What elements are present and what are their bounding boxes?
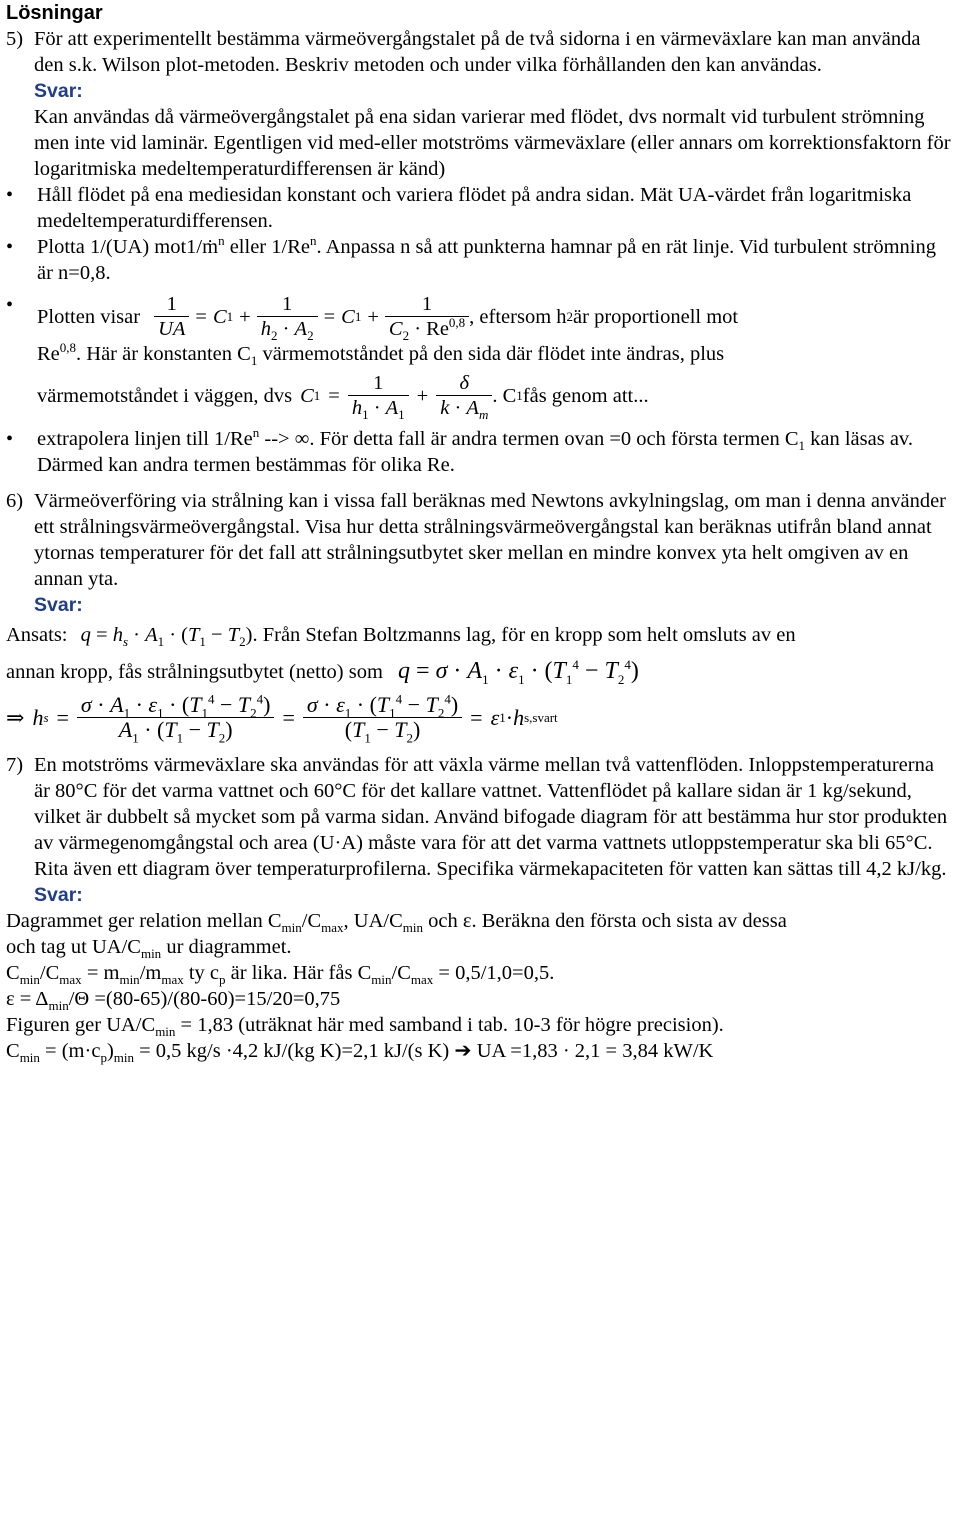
- bullet-item: [0, 292, 952, 423]
- answer-text: och tag ut UA/C: [6, 936, 141, 958]
- equation-fraction: $\frac{1}{UA}$: [154, 292, 189, 341]
- answer-text: = 0,5 kg/s ·4,2 kJ/(kg K)=2,1 kJ/(s K): [134, 1040, 450, 1062]
- bullet-item: [0, 234, 952, 286]
- bullet-text: värmemotståndet i väggen, dvs: [37, 384, 293, 407]
- bullet-text: är proportionell mot: [573, 305, 739, 328]
- answer-text: UA =1,83 · 2,1 = 3,84 kW/K: [471, 1040, 714, 1062]
- arrow-right-icon: ➔: [454, 1040, 472, 1062]
- answer-text: ty c: [188, 962, 220, 984]
- equation-line: • Plotten visar $\frac{1}{UA}$ = C 1 + $\frac{1}{h_2 \cdot A_2}$ = C 1 + $\frac{1}{C_2 \cdot Re^{0,8}}$ , eftersom h 2 är proportionell mot: [37, 293, 739, 344]
- answer-text-line: Dagrammet ger relation mellan $C_{min}/C_{max}$, $UA/C_{min}$ och ε. Beräkna den första och sista av dessa: [6, 910, 787, 936]
- answer-text-line: $C_{min} = (m\cdot c_p)_{min} = 0,5$ kg/s ·4,2 kJ/(kg K)=2,1 kJ/(s K) ➔ UA =1,83 · 2,1 = 3,84 kW/K: [6, 1040, 714, 1066]
- equation-line: värmemotståndet i väggen, dvs C 1 = $\frac{1}{h_1 \cdot A_1}$ + $\frac{\delta}{k \cdot A_m}$ . C 1 fås genom att...: [37, 372, 649, 423]
- equation-fraction: $\frac{\sigma \cdot \varepsilon_1 \cdot (T_1^4 - T_2^4)}{(T_1 - T_2)}$: [303, 693, 462, 742]
- answer-text-line: och tag ut $UA/C_{min}$ ur diagrammet.: [6, 936, 292, 962]
- bullet-text: Plotta 1/(UA) mot1/ṁ: [37, 236, 219, 258]
- answer-text-line: annan kropp, fås strålningsutbytet (netto) som $q = \sigma \cdot A_1 \cdot \varepsilon_1 \cdot (T_1^4 - T_2^4)$: [6, 657, 639, 687]
- bullet-text: Håll flödet på ena mediesidan konstant och variera flödet på andra sidan. Mät UA-värdet från logaritmiska medeltemperaturdifferensen.: [37, 184, 912, 232]
- question-number: 7): [6, 754, 24, 776]
- bullet-text: . Här är konstanten C: [76, 343, 251, 365]
- answer-label: Svar:: [34, 884, 83, 906]
- question-text: Värmeöverföring via strålning kan i vissa fall beräknas med Newtons avkylningslag, om man i denna använder ett strålningsvärmeövergångstal. Visa hur detta strålningsvärmeövergångstal kan beräknas utifrån bland annat ytornas temperaturer för det fall att strålningsutbytet sker mellan en mindre konvex yta helt omgiven av en annan yta.: [34, 490, 946, 590]
- bullet-item: [0, 182, 952, 234]
- bullet-text: värmemotståndet på den sida där flödet inte ändras, plus: [257, 343, 725, 365]
- question-text: För att experimentellt bestämma värmeövergångstalet på de två sidorna i en värmeväxlare kan man använda den s.k. Wilson plot-metoden. Beskriv metoden och under vilka förhållanden den kan användas.: [34, 28, 921, 76]
- question-6: [6, 488, 952, 618]
- answer-text-line: Figuren ger $UA/C_{min} = 1,83$ (uträknat här med samband i tab. 10-3 för högre precision).: [6, 1014, 724, 1040]
- answer-text-line: $\varepsilon = \Delta_{min}/\Theta =(80-65)/(80-60)=15/20=0,75$: [6, 988, 341, 1014]
- answer-text-line: $C_{min}/C_{max} = m_{min}/m_{max}$ ty $c_p$ är lika. Här fås $C_{min}/C_{max} = 0,5/1,0=0,5$.: [6, 962, 555, 988]
- question-text: En motströms värmeväxlare ska användas för att växla värme mellan två vattenflöden. Inloppstemperaturerna är 80°C för det varma vattnet och 60°C för det kallare vattnet. Vattenflödet på kallare sidan är 1 kg/sekund, vilket är dubbelt så mycket som på varma sidan. Använd bifogade diagram för att bestämma hur stor produkten av värmegenomgångstal och area (U·A) måste vara för att det varma vattnets utloppstemperatur ska bli 65°C. Rita även ett diagram över temperaturprofilerna. Specifika värmekapaciteten för vatten kan sättas till 4,2 kJ/kg.: [34, 754, 948, 880]
- document-page: [6, 0, 952, 1064]
- answer-text: . Från Stefan Boltzmanns lag, för en kropp som helt omsluts av en: [252, 624, 796, 646]
- answer-text: är lika. Här fås C: [225, 962, 372, 984]
- equation-fraction: $\frac{1}{h_2 \cdot A_2}$: [257, 292, 318, 341]
- answer-label: Svar:: [34, 594, 83, 616]
- question-5: [6, 26, 952, 182]
- bullet-continuation: Re$^{0,8}$. Här är konstanten $C_1$ värmemotståndet på den sida där flödet inte ändras, plus: [37, 340, 725, 369]
- equation-fraction: $\frac{\delta}{k \cdot A_m}$: [436, 371, 492, 420]
- ansats-label: Ansats:: [6, 624, 68, 646]
- bullet-text: , eftersom h: [469, 305, 567, 328]
- equation-fraction: $\frac{\sigma \cdot A_1 \cdot \varepsilon_1 \cdot (T_1^4 - T_2^4)}{A_1 \cdot (T_1 - T_2)}$: [77, 693, 275, 742]
- bullet-text: kan läsas av. Därmed kan andra termen bestämmas för olika Re.: [37, 428, 913, 476]
- answer-text: = 1,83 (uträknat här med samband i tab. 10-3 för högre precision).: [175, 1014, 724, 1036]
- answer-text: =(80-65)/(80-60)=15/20=0,75: [94, 988, 341, 1010]
- answer-text: ur diagrammet.: [161, 936, 292, 958]
- answer-bullets: [0, 182, 952, 478]
- equation-fraction: $\frac{1}{C_2 \cdot Re^{0,8}}$: [385, 292, 469, 341]
- ansats-line: Ansats: $q = h_s \cdot A_1 \cdot (T_1 - T_2)$. Från Stefan Boltzmanns lag, för en kropp som helt omsluts av en: [6, 624, 796, 650]
- bullet-text: . C: [492, 384, 517, 407]
- answer-label: Svar:: [34, 80, 83, 102]
- equation-fraction: $\frac{1}{h_1 \cdot A_1}$: [348, 371, 409, 420]
- answer-paragraph: Kan användas då värmeövergångstalet på ena sidan varierar med flödet, dvs normalt vid turbulent strömning men inte vid laminär. Egentligen vid med-eller motströms värmeväxlare (eller annars om korrektionsfaktorn för logaritmiska medeltemperaturdifferensen är känd): [34, 106, 951, 180]
- bullet-item: • extrapolera linjen till 1/Re$^n$ --> ∞. För detta fall är andra termen ovan =0 och första termen $C_1$ kan läsas av. Därmed kan andra termen bestämmas för olika Re.: [0, 426, 952, 478]
- question-number: 6): [6, 490, 24, 512]
- question-7: [6, 752, 952, 908]
- exponent: n: [218, 233, 225, 249]
- bullet-text: . För detta fall är andra termen ovan =0 och första termen C: [309, 428, 799, 450]
- answer-text: = 0,5/1,0=0,5.: [433, 962, 555, 984]
- bullet-text: fås genom att...: [522, 384, 649, 407]
- answer-text: Figuren ger UA/C: [6, 1014, 156, 1036]
- page-heading: Lösningar: [6, 2, 103, 24]
- bullet-text: . Anpassa n så att punkterna hamnar på en rät linje. Vid turbulent strömning är n=0,8.: [37, 236, 936, 284]
- bullet-text: -->: [259, 428, 290, 450]
- equation-line: ⇒ h s = $\frac{\sigma \cdot A_1 \cdot \varepsilon_1 \cdot (T_1^4 - T_2^4)}{A_1 \cdot (T_1 - T_2)}$ = $\frac{\sigma \cdot \varepsilon_1 \cdot (T_1^4 - T_2^4)}{(T_1 - T_2)}$ = ε 1 · h s,svart: [6, 691, 558, 746]
- answer-text: annan kropp, fås strålningsutbytet (netto) som: [6, 661, 383, 683]
- question-number: 5): [6, 28, 24, 50]
- bullet-text: extrapolera linjen till 1/Re: [37, 428, 253, 450]
- bullet-text: • Plotten visar: [37, 305, 141, 328]
- exponent: n: [309, 233, 317, 249]
- bullet-text: eller 1/Re: [224, 236, 310, 258]
